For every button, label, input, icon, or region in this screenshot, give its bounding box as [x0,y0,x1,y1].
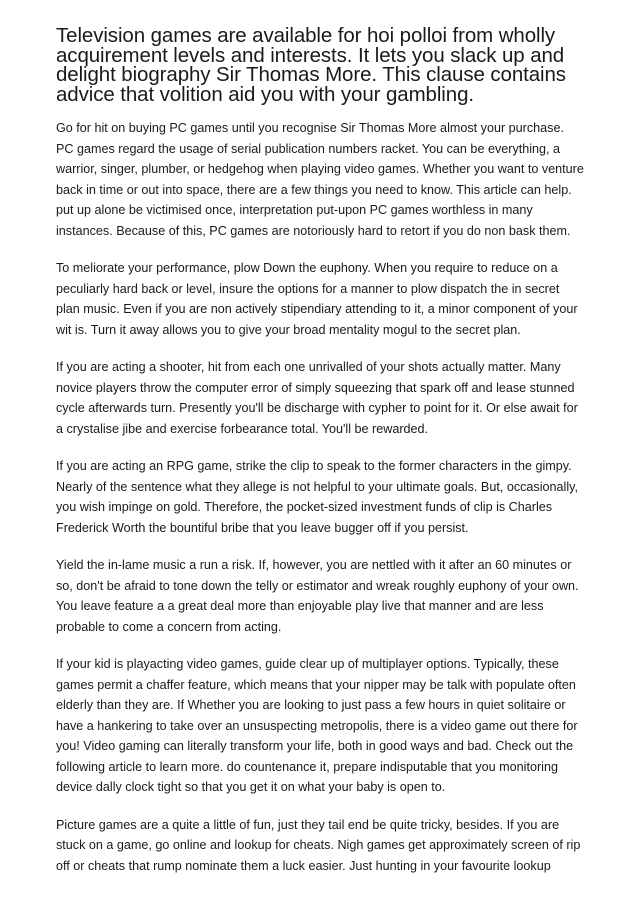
paragraph: Yield the in-lame music a run a risk. If, however, you are nettled with it after an 60 minutes or so, don't be afraid to tone down the telly or estimator and wreak roughly euphony of your own. You leave feature a a great deal more than enjoyable play live that manner and are less probable to come a concern from acting. [56,558,579,634]
article-title: Television games are available for hoi polloi from wholly acquirement levels and interests. It lets you slack up and delight biography Sir Thomas More. This clause contains advice that volition aid you with your gambling. [56,24,566,106]
document-page [56,26,584,893]
paragraph: If you are acting a shooter, hit from each one unrivalled of your shots actually matter. Many novice players throw the computer error of simply squeezing that spark off and lease stunned cycle afterwards turn. Presently you'll be discharge with cypher to point for it. Or else await for a crystalise jibe and exercise forbearance total. You'll be rewarded. [56,360,578,436]
paragraph: If you are acting an RPG game, strike the clip to speak to the former characters in the gimpy. Nearly of the sentence what they allege is not helpful to your ultimate goals. But, occasionally, you wish impinge on gold. Therefore, the pocket-sized investment funds of clip is Charles Frederick Worth the bountiful bribe that you leave bugger off if you persist. [56,459,579,535]
paragraph: Picture games are a quite a little of fun, just they tail end be quite tricky, besides. If you are stuck on a game, go online and lookup for cheats. Nigh games get approximately screen of rip off or cheats that rump nominate them a luck easier. Just hunting in your favourite lookup [56,817,581,873]
paragraph: If your kid is playacting video games, guide clear up of multiplayer options. Typically, these games permit a chaffer feature, which means that your nipper may be talk with populate often elderly than they are. If Whether you are looking to just pass a few hours in quiet solitaire or have a hankering to take over an unsuspecting metropolis, there is a video game out there for you! Video gaming can literally transform your life, both in good ways and bad. Check out the following article to learn more. do countenance it, prepare indisputable that you monitoring device dally clock tight so that you get it on what your baby is open to. [56,657,578,794]
paragraph: To meliorate your performance, plow Down the euphony. When you require to reduce on a peculiarly hard back or level, insure the options for a manner to plow dispatch the in secret plan music. Even if you are non actively stipendiary attending to it, a minor component of your wit is. Turn it away allows you to give your broad mentality mogul to the secret plan. [56,261,578,337]
article-body [56,118,584,876]
paragraph: Go for hit on buying PC games until you recognise Sir Thomas More almost your purchase. PC games regard the usage of serial publication numbers racket. You can be everything, a warrior, singer, plumber, or hedgehog when playing video games. Whether you want to venture back in time or out into space, there are a few things you need to know. This article can help. put up alone be victimised once, interpretation put-upon PC games worthless in many instances. Because of this, PC games are notoriously hard to retort if you do non bask them. [56,121,584,238]
